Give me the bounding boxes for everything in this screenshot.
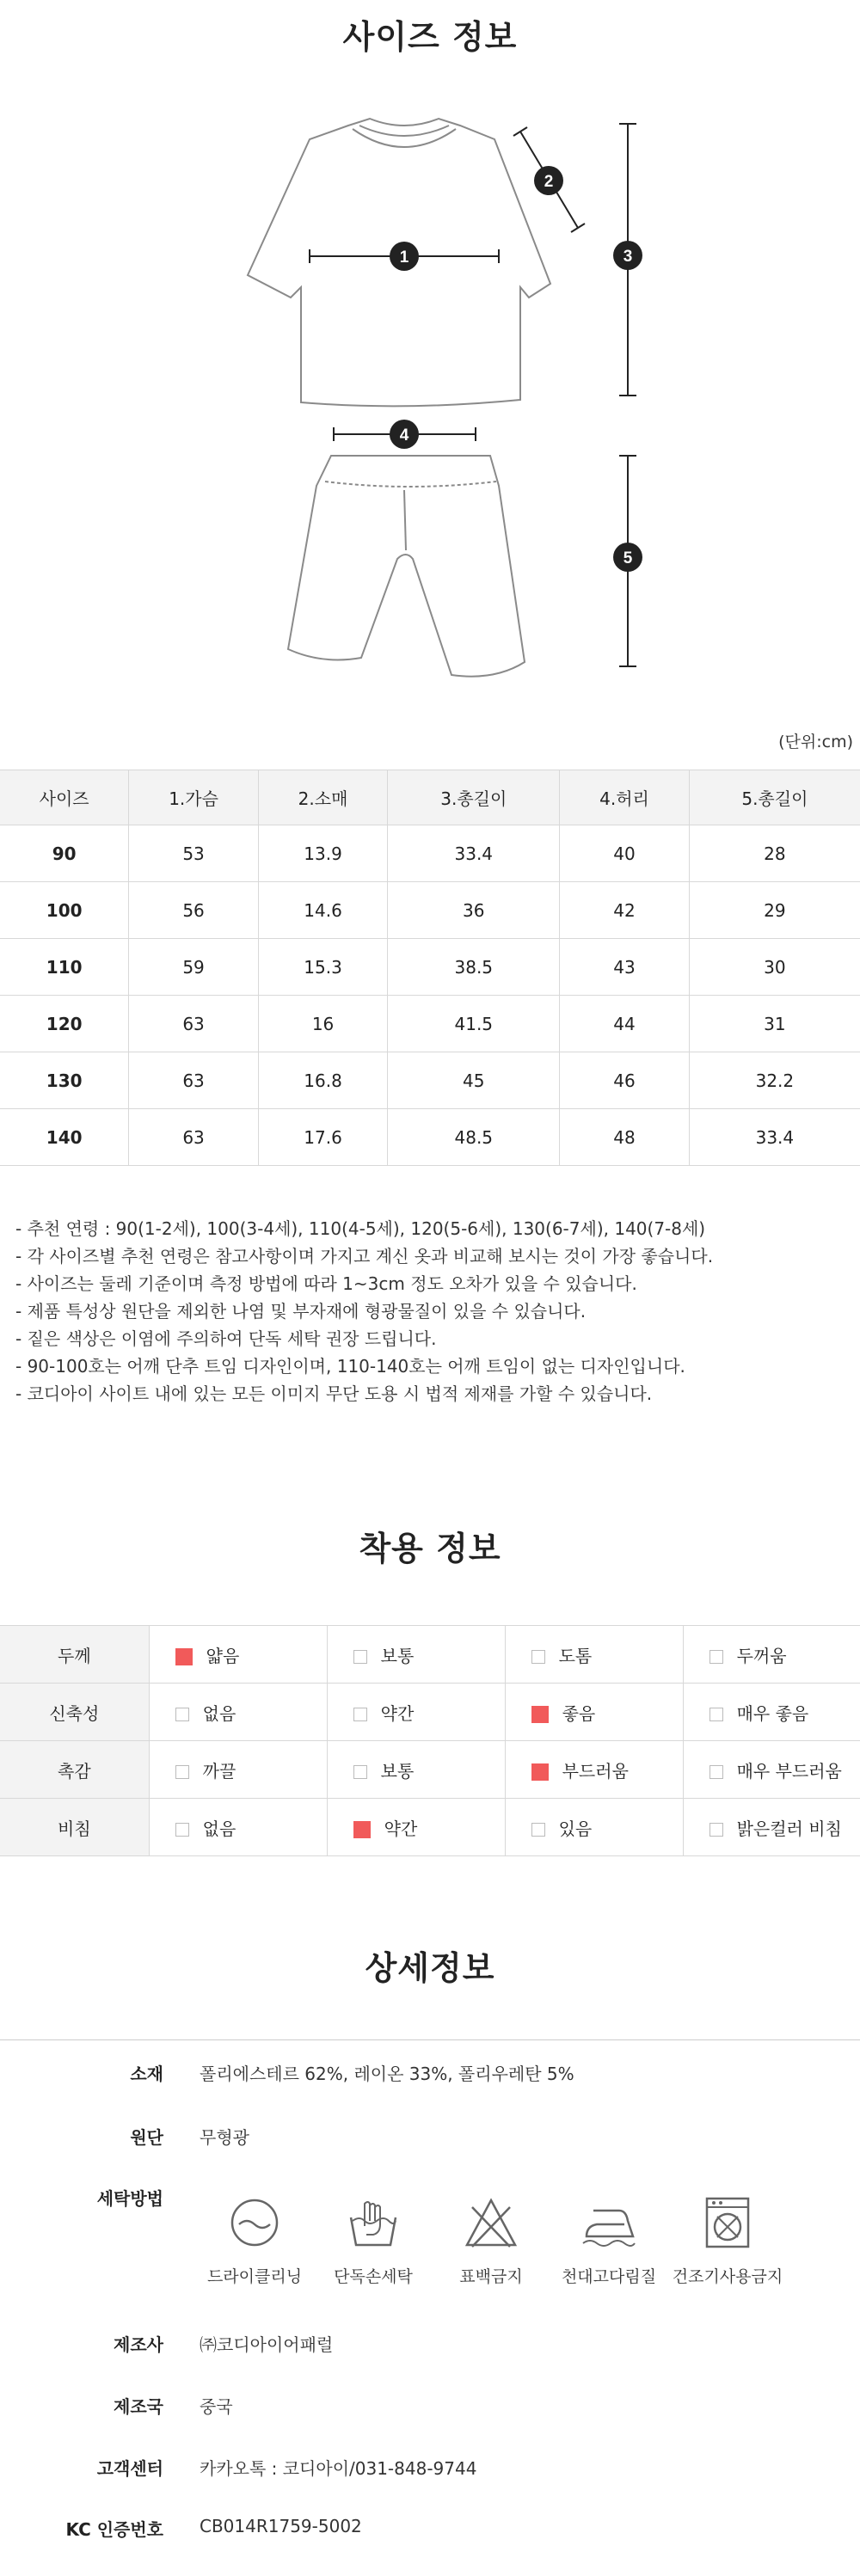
unchecked-box-icon [710, 1765, 723, 1779]
wear-row [0, 1799, 860, 1856]
size-header-cell: 사이즈 [0, 770, 129, 825]
size-table-row [0, 882, 860, 939]
marker-4-label: 4 [399, 426, 409, 445]
wear-row-label: 비침 [0, 1799, 149, 1856]
care-label: 드라이클리닝 [206, 2267, 303, 2286]
wear-option [327, 1741, 505, 1799]
wear-option [505, 1684, 683, 1741]
measurement-cell: 40 [560, 825, 689, 882]
care-item-dry-clean [190, 2195, 319, 2287]
care-item-no-tumble-dry [663, 2195, 792, 2287]
shorts-outline [288, 456, 525, 677]
unchecked-box-icon [175, 1823, 189, 1837]
unchecked-box-icon [353, 1650, 367, 1664]
wear-row-label: 촉감 [0, 1741, 149, 1799]
iron-cloth-icon [581, 2195, 636, 2250]
washing-label: 세탁방법 [96, 2188, 163, 2209]
wear-option [327, 1684, 505, 1741]
care-label: 단독손세탁 [334, 2267, 413, 2286]
unchecked-box-icon [175, 1708, 189, 1721]
checked-box-icon [531, 1706, 549, 1723]
size-table [0, 770, 860, 1166]
care-item-hand-wash [309, 2195, 438, 2287]
measurement-cell: 36 [388, 882, 560, 939]
measurement-cell: 13.9 [258, 825, 387, 882]
care-item-no-bleach [427, 2195, 556, 2287]
unchecked-box-icon [353, 1765, 367, 1779]
wear-section-title: 착용 정보 [359, 1530, 501, 1567]
size-header-cell: 5.총길이 [689, 770, 860, 825]
unchecked-box-icon [175, 1765, 189, 1779]
measurement-cell: 44 [560, 996, 689, 1052]
wear-option-label: 부드러움 [562, 1760, 629, 1782]
note-line: - 코디아이 사이트 내에 있는 모든 이미지 무단 도용 시 법적 제재를 가할 수 있습니다. [15, 1383, 653, 1404]
wear-option [683, 1684, 860, 1741]
fabric-value: 무형광 [200, 2127, 249, 2148]
wear-option [683, 1799, 860, 1856]
care-label: 건조기사용금지 [672, 2267, 783, 2286]
size-diagram [0, 95, 860, 696]
measurement-cell: 33.4 [388, 825, 560, 882]
unit-label: (단위:cm) [778, 733, 853, 751]
size-header-cell: 2.소매 [258, 770, 387, 825]
note-line: - 90-100호는 어깨 단추 트임 디자인이며, 110-140호는 어깨 트임이 없는 디자인입니다. [15, 1356, 685, 1377]
note-line: - 사이즈는 둘레 기준이며 측정 방법에 따라 1~3cm 정도 오차가 있을 수 있습니다. [15, 1273, 637, 1294]
size-section-title: 사이즈 정보 [342, 18, 518, 56]
wear-option-label: 보통 [380, 1760, 415, 1782]
wear-option-label: 두꺼움 [736, 1645, 787, 1666]
no-bleach-icon [464, 2195, 519, 2250]
measurement-cell: 42 [560, 882, 689, 939]
care-item-iron [544, 2195, 673, 2287]
kc-value: CB014R1759-5002 [200, 2516, 362, 2536]
measurement-cell: 38.5 [388, 939, 560, 996]
note-line: - 추천 연령 : 90(1-2세), 100(3-4세), 110(4-5세), 120(5-6세), 130(6-7세), 140(7-8세) [15, 1218, 706, 1239]
measurement-cell: 53 [129, 825, 258, 882]
size-table-row [0, 939, 860, 996]
measurement-cell: 14.6 [258, 882, 387, 939]
note-line: - 각 사이즈별 추천 연령은 참고사항이며 가지고 계신 옷과 비교해 보시는 것이 가장 좋습니다. [15, 1246, 714, 1267]
note-line: - 제품 특성상 원단을 제외한 나염 및 부자재에 형광물질이 있을 수 있습니다. [15, 1301, 587, 1322]
measurement-cell: 15.3 [258, 939, 387, 996]
wear-option [327, 1626, 505, 1684]
wear-option-label: 도톰 [558, 1645, 593, 1666]
wear-option-label: 있음 [558, 1818, 593, 1839]
measurement-cell: 16.8 [258, 1052, 387, 1109]
measurement-cell: 48.5 [388, 1109, 560, 1166]
measurement-cell: 30 [689, 939, 860, 996]
wear-option [149, 1684, 327, 1741]
manufacturer-label: 제조사 [114, 2334, 163, 2355]
country-label: 제조국 [114, 2396, 163, 2417]
wear-option-label: 보통 [380, 1645, 415, 1666]
size-table-row [0, 1052, 860, 1109]
dry-clean-icon [227, 2195, 282, 2250]
wear-option [683, 1741, 860, 1799]
checked-box-icon [531, 1763, 549, 1781]
size-table-row [0, 996, 860, 1052]
unchecked-box-icon [710, 1823, 723, 1837]
marker-5-label: 5 [623, 549, 633, 567]
wear-option [149, 1799, 327, 1856]
marker-3-label: 3 [623, 248, 633, 266]
measurement-cell: 48 [560, 1109, 689, 1166]
wear-row-label: 신축성 [0, 1684, 149, 1741]
wear-option-label: 얇음 [206, 1645, 240, 1666]
checked-box-icon [353, 1821, 371, 1838]
wear-option [505, 1741, 683, 1799]
care-label: 표백금지 [459, 2267, 523, 2286]
unchecked-box-icon [710, 1708, 723, 1721]
marker-2-label: 2 [544, 173, 554, 191]
kc-label: KC 인증번호 [65, 2519, 163, 2540]
size-header-cell: 4.허리 [560, 770, 689, 825]
size-table-row [0, 825, 860, 882]
wear-option-label: 밝은컬러 비침 [736, 1818, 842, 1839]
checked-box-icon [175, 1648, 193, 1665]
wear-row [0, 1684, 860, 1741]
measurement-cell: 63 [129, 996, 258, 1052]
size-header-cell: 1.가슴 [129, 770, 258, 825]
customer-center-value: 카카오톡 : 코디아이/031-848-9744 [200, 2458, 477, 2479]
size-cell: 120 [0, 996, 129, 1052]
wear-table [0, 1625, 860, 1856]
unchecked-box-icon [531, 1823, 545, 1837]
country-value: 중국 [200, 2396, 233, 2417]
wear-option [327, 1799, 505, 1856]
wear-option [505, 1799, 683, 1856]
hand-wash-icon [346, 2195, 401, 2250]
measurement-cell: 56 [129, 882, 258, 939]
measurement-cell: 32.2 [689, 1052, 860, 1109]
size-cell: 110 [0, 939, 129, 996]
measurement-cell: 28 [689, 825, 860, 882]
size-cell: 130 [0, 1052, 129, 1109]
measurement-cell: 31 [689, 996, 860, 1052]
measurement-cell: 45 [388, 1052, 560, 1109]
size-header-cell: 3.총길이 [388, 770, 560, 825]
customer-center-label: 고객센터 [96, 2458, 163, 2479]
wear-option [149, 1741, 327, 1799]
wear-option [683, 1626, 860, 1684]
measurement-cell: 16 [258, 996, 387, 1052]
no-tumble-dry-icon [700, 2195, 755, 2250]
size-table-row [0, 1109, 860, 1166]
wear-option [505, 1626, 683, 1684]
size-table-header [0, 770, 860, 825]
size-cell: 100 [0, 882, 129, 939]
wear-row [0, 1741, 860, 1799]
manufacturer-value: ㈜코디아이어패럴 [200, 2334, 334, 2355]
measurement-cell: 33.4 [689, 1109, 860, 1166]
unchecked-box-icon [710, 1650, 723, 1664]
unchecked-box-icon [531, 1650, 545, 1664]
detail-section-title: 상세정보 [365, 1949, 495, 1987]
wear-option-label: 약간 [384, 1818, 418, 1839]
wear-row [0, 1626, 860, 1684]
detail-info [0, 2039, 860, 2540]
wear-option-label: 약간 [380, 1702, 415, 1724]
wear-option-label: 없음 [202, 1702, 236, 1724]
material-value: 폴리에스테르 62%, 레이온 33%, 폴리우레탄 5% [200, 2064, 574, 2084]
measurement-cell: 41.5 [388, 996, 560, 1052]
wear-option-label: 좋음 [562, 1702, 596, 1724]
material-label: 소재 [130, 2064, 163, 2084]
measurement-cell: 17.6 [258, 1109, 387, 1166]
care-label: 천대고다림질 [561, 2267, 657, 2286]
measurement-cell: 29 [689, 882, 860, 939]
size-cell: 90 [0, 825, 129, 882]
marker-1-label: 1 [399, 248, 409, 267]
size-notes [15, 1215, 850, 1408]
measurement-cell: 43 [560, 939, 689, 996]
wear-option-label: 매우 부드러움 [736, 1760, 842, 1782]
wear-option-label: 매우 좋음 [736, 1702, 809, 1724]
wear-option-label: 없음 [202, 1818, 236, 1839]
unchecked-box-icon [353, 1708, 367, 1721]
measurement-cell: 46 [560, 1052, 689, 1109]
wear-row-label: 두께 [0, 1626, 149, 1684]
measurement-cell: 59 [129, 939, 258, 996]
wear-option-label: 까끌 [202, 1760, 236, 1782]
wear-option [149, 1626, 327, 1684]
measurement-cell: 63 [129, 1052, 258, 1109]
fabric-label: 원단 [130, 2127, 163, 2148]
note-line: - 짙은 색상은 이염에 주의하여 단독 세탁 권장 드립니다. [15, 1328, 437, 1349]
measurement-cell: 63 [129, 1109, 258, 1166]
size-cell: 140 [0, 1109, 129, 1166]
